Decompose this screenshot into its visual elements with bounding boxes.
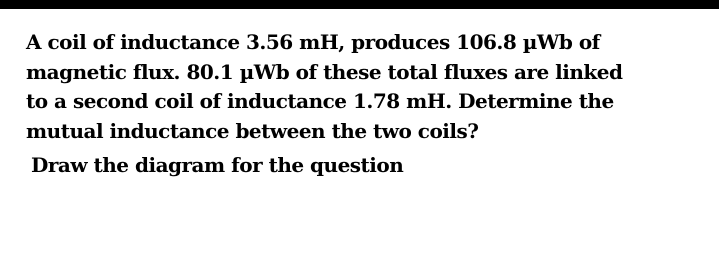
question-line-4: mutual inductance between the two coils? [26,118,479,143]
question-text [26,28,706,146]
question-line-1: A coil of inductance 3.56 mH, produces 106.8 µWb of [26,30,600,54]
top-border-bar [0,0,719,9]
question-line-2: magnetic flux. 80.1 µWb of these total fluxes are linked [26,59,623,84]
instruction-text: Draw the diagram for the question [31,153,404,177]
question-line-3: to a second coil of inductance 1.78 mH. Determine the [26,89,614,113]
